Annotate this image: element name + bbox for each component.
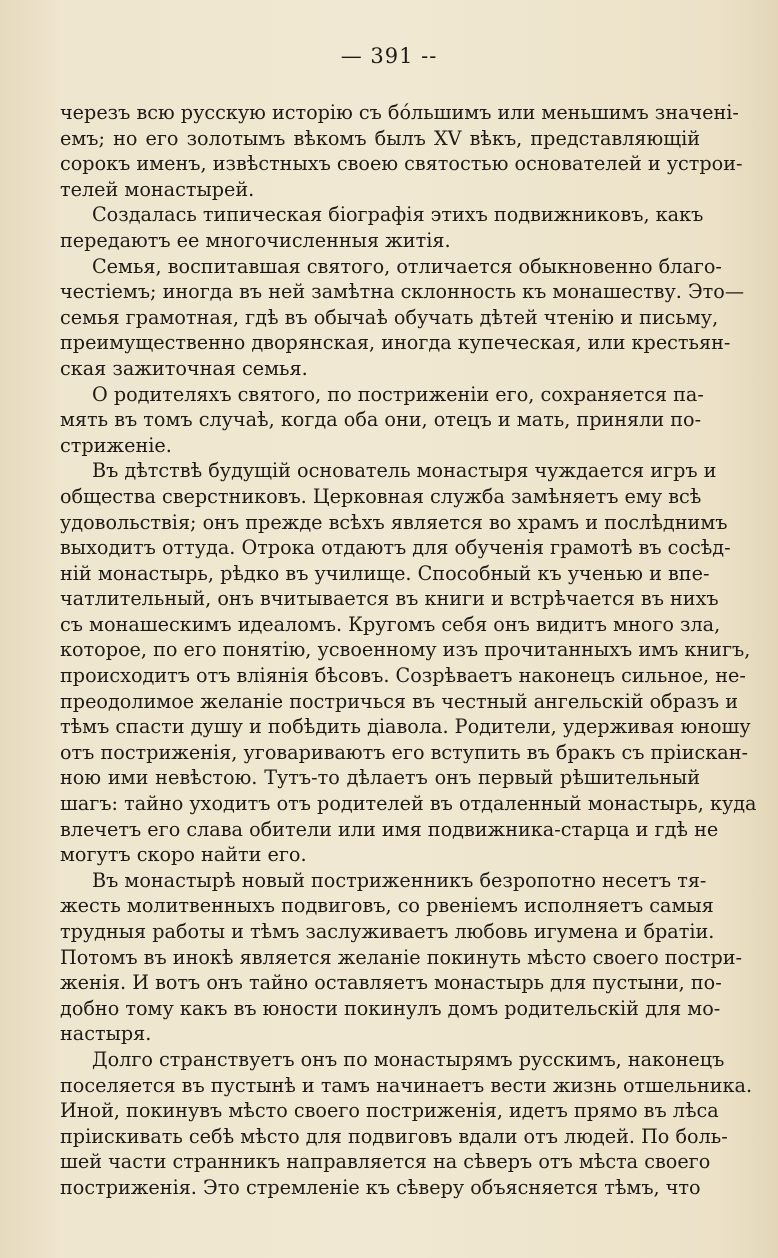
text-line: Семья, воспитавшая святого, отличается обыкновенно благо- xyxy=(92,254,722,278)
text-line: отъ постриженія, уговариваютъ его вступить въ бракъ съ пріискан- xyxy=(60,740,748,764)
page-number: — 391 -- xyxy=(340,44,438,68)
text-line: поселяется въ пустынѣ и тамъ начинаетъ вести жизнь отшельника. xyxy=(60,1073,753,1097)
text-line: жесть молитвенныхъ подвиговъ, со рвеніемъ исполняетъ самыя xyxy=(60,894,714,918)
text-line: мять въ томъ случаѣ, когда оба они, отецъ и мать, приняли по- xyxy=(60,408,702,432)
text-line: шей части странникъ направляется на сѣверъ отъ мѣста своего xyxy=(60,1150,711,1174)
text-line: ною ими невѣстою. Тутъ-то дѣлаетъ онъ первый рѣшительный xyxy=(60,766,700,790)
paragraph xyxy=(60,868,742,1047)
paragraph xyxy=(60,254,745,382)
paragraph xyxy=(60,202,704,253)
text-line: чатлительный, онъ вчитывается въ книги и встрѣчается въ нихъ xyxy=(60,587,719,611)
text-line: влечетъ его слава обители или имя подвижника-старца и гдѣ не xyxy=(60,817,719,841)
paragraph xyxy=(60,100,743,202)
text-line: постриженія. Это стремленіе къ сѣверу объясняется тѣмъ, что xyxy=(60,1175,701,1199)
text-line: происходитъ отъ вліянія бѣсовъ. Созрѣваетъ наконецъ сильное, не- xyxy=(60,664,746,688)
body-text xyxy=(60,100,757,1201)
text-line: съ монашескимъ идеаломъ. Кругомъ себя онъ видитъ много зла, xyxy=(60,612,721,636)
text-line: настыря. xyxy=(60,1022,152,1046)
text-line: ская зажиточная семья. xyxy=(60,356,308,380)
text-line: преодолимое желаніе постричься въ честный ангельскій образъ и xyxy=(60,689,738,713)
text-line: телей монастырей. xyxy=(60,177,255,201)
text-line: тѣмъ спасти душу и побѣдить діавола. Родители, удерживая юношу xyxy=(60,715,751,739)
text-line: трудныя работы и тѣмъ заслуживаетъ любовь игумена и братіи. xyxy=(60,920,715,943)
text-line: могутъ скоро найти его. xyxy=(60,843,307,867)
text-line: женія. И вотъ онъ тайно оставляетъ монастырь для пустыни, по- xyxy=(60,971,722,995)
paragraph xyxy=(60,458,757,868)
text-line: честіемъ; иногда въ ней замѣтна склонность къ монашеству. Это— xyxy=(60,280,745,304)
text-line: ній монастырь, рѣдко въ училище. Способный къ ученью и впе- xyxy=(60,561,710,585)
paragraph xyxy=(60,1047,753,1201)
text-line: Потомъ въ инокѣ является желаніе покинуть мѣсто своего постри- xyxy=(60,945,742,969)
paragraph xyxy=(60,382,704,459)
text-line: Долго странствуетъ онъ по монастырямъ русскимъ, наконецъ xyxy=(92,1047,725,1071)
text-line: удовольствія; онъ прежде всѣхъ является во храмъ и послѣднимъ xyxy=(60,510,728,534)
text-line: семья грамотная, гдѣ въ обычаѣ обучать дѣтей чтенію и письму, xyxy=(60,305,719,329)
text-line: черезъ всю русскую исторію съ бóльшимъ или меньшимъ значені- xyxy=(60,101,739,124)
text-line: Въ дѣтствѣ будущій основатель монастыря чуждается игръ и xyxy=(92,459,717,483)
text-line: пріискивать себѣ мѣсто для подвиговъ вдали отъ людей. По боль- xyxy=(60,1124,728,1148)
text-line: сорокъ именъ, извѣстныхъ своею святостью основателей и устрои- xyxy=(60,152,743,176)
text-line: О родителяхъ святого, по постриженіи его, сохраняется па- xyxy=(92,382,704,406)
text-line: Иной, покинувъ мѣсто своего постриженія, идетъ прямо въ лѣса xyxy=(60,1099,719,1123)
text-line: добно тому какъ въ юности покинулъ домъ родительскій для мо- xyxy=(60,996,721,1020)
text-line: стриженіе. xyxy=(60,433,172,457)
text-line: шагъ: тайно уходитъ отъ родителей въ отдаленный монастырь, куда xyxy=(60,792,757,816)
text-line: которое, по его понятію, усвоенному изъ прочитанныхъ имъ книгъ, xyxy=(60,638,751,662)
text-line: емъ; но его золотымъ вѣкомъ былъ XV вѣкъ, представляющій xyxy=(60,126,700,150)
text-line: Создалась типическая біографія этихъ подвижниковъ, какъ xyxy=(92,203,704,227)
text-line: Въ монастырѣ новый постриженникъ безропотно несетъ тя- xyxy=(92,868,707,892)
text-line: выходитъ оттуда. Отрока отдаютъ для обученія грамотѣ въ сосѣд- xyxy=(60,536,731,560)
text-line: общества сверстниковъ. Церковная служба замѣняетъ ему всѣ xyxy=(60,484,702,508)
text-line: преимущественно дворянская, иногда купеческая, или крестьян- xyxy=(60,331,731,355)
text-line: передаютъ ее многочисленныя житія. xyxy=(60,228,451,252)
